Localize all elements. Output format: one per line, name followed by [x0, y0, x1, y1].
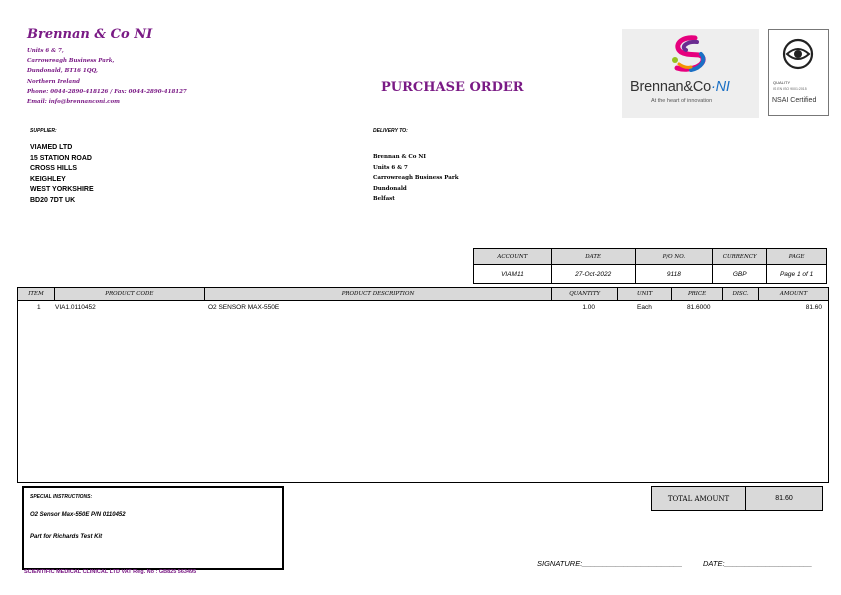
account-value: VIAM11: [474, 265, 552, 284]
nsai-quality: QUALITY: [773, 80, 791, 85]
logo-swirl-icon: [667, 34, 715, 76]
logo-accent: ·NI: [711, 79, 730, 95]
instruction-line: O2 Sensor Max-550E P/N 0110452: [30, 512, 126, 518]
delivery-label: DELIVERY TO:: [373, 128, 408, 134]
supplier-line: CROSS HILLS: [30, 165, 78, 172]
total-label: TOTAL AMOUNT: [652, 487, 746, 510]
delivery-line: Brennan & Co NI: [373, 154, 426, 160]
col-product-description: PRODUCT DESCRIPTION: [204, 288, 551, 301]
row-amount: 81.60: [805, 304, 822, 311]
row-unit: Each: [637, 304, 652, 311]
company-line: Carrowreagh Business Park,: [27, 58, 115, 65]
supplier-line: BD20 7DT UK: [30, 196, 76, 204]
delivery-line: Dundonald: [373, 185, 407, 192]
delivery-line: Units 6 & 7: [373, 164, 408, 171]
company-email: Email: info@brennanconi.com: [27, 99, 120, 106]
date-line: DATE:_____________________: [703, 559, 813, 568]
company-logo: [622, 29, 759, 118]
col-product-code: PRODUCT CODE: [54, 288, 204, 301]
delivery-line: Belfast: [373, 196, 395, 202]
supplier-line: KEIGHLEY: [30, 175, 66, 183]
items-table-header: [17, 287, 829, 301]
signature-line: SIGNATURE:________________________: [537, 559, 683, 568]
instruction-line: Part for Richards Test Kit: [30, 534, 103, 540]
row-quantity: 1.00: [582, 304, 595, 311]
po-number-value: 9118: [635, 265, 713, 284]
company-phone: Phone: 0044-2890-418126 / Fax: 0044-2890-418127: [27, 88, 187, 95]
header-account: ACCOUNT: [474, 249, 552, 265]
vat-registration: SCIENTIFIC MEDICAL CLINICAL LTD VAT Reg. No : GB825 563495: [24, 569, 197, 575]
order-info-values: [474, 265, 827, 284]
total-value: 81.60: [775, 495, 793, 502]
col-item: ITEM: [18, 288, 55, 301]
currency-value: GBP: [713, 265, 767, 284]
supplier-line: WEST YORKSHIRE: [30, 186, 94, 193]
col-quantity: QUANTITY: [552, 288, 618, 301]
col-unit: UNIT: [618, 288, 672, 301]
company-line: Northern Ireland: [27, 78, 80, 85]
header-currency: CURRENCY: [713, 249, 767, 265]
delivery-address: [373, 152, 459, 205]
col-price: PRICE: [672, 288, 723, 301]
header-po-no: P/O NO.: [635, 249, 713, 265]
company-address: [27, 46, 187, 107]
page-value: Page 1 of 1: [767, 265, 827, 284]
row-item: 1: [37, 304, 41, 311]
header-date: DATE: [551, 249, 635, 265]
row-description: O2 SENSOR MAX-550E: [208, 304, 280, 311]
order-info-table: [473, 248, 827, 284]
logo-wordmark: [630, 79, 730, 95]
instructions-label: SPECIAL INSTRUCTIONS:: [30, 494, 93, 500]
supplier-address: [30, 143, 94, 206]
nsai-eye-icon: [782, 38, 814, 70]
row-product-code: VIA1.0110452: [55, 304, 96, 311]
nsai-label: NSAI Certified: [772, 97, 817, 104]
header-page: PAGE: [767, 249, 827, 265]
logo-brand: Brennan&Co: [630, 79, 712, 95]
page-title: PURCHASE ORDER: [381, 80, 524, 95]
nsai-standard: IS EN ISO 9001:2015: [773, 87, 807, 91]
col-disc: DISC.: [723, 288, 759, 301]
supplier-label: SUPPLIER:: [30, 128, 57, 134]
nsai-certification: [768, 29, 829, 116]
company-line: Dundonald, BT16 1QQ,: [27, 68, 98, 75]
logo-tagline: At the heart of innovation: [651, 98, 713, 104]
company-line: Units 6 & 7,: [27, 48, 64, 54]
company-name: Brennan & Co NI: [27, 27, 153, 42]
items-area: [17, 287, 829, 483]
col-amount: AMOUNT: [759, 288, 829, 301]
row-price: 81.6000: [687, 304, 711, 311]
delivery-line: Carrowreagh Business Park: [373, 175, 459, 181]
total-amount-box: [651, 486, 823, 511]
supplier-line: 15 STATION ROAD: [30, 154, 92, 162]
date-value: 27-Oct-2022: [551, 265, 635, 284]
special-instructions-box: [22, 486, 284, 570]
supplier-line: VIAMED LTD: [30, 144, 73, 151]
order-info-header: [474, 249, 827, 265]
